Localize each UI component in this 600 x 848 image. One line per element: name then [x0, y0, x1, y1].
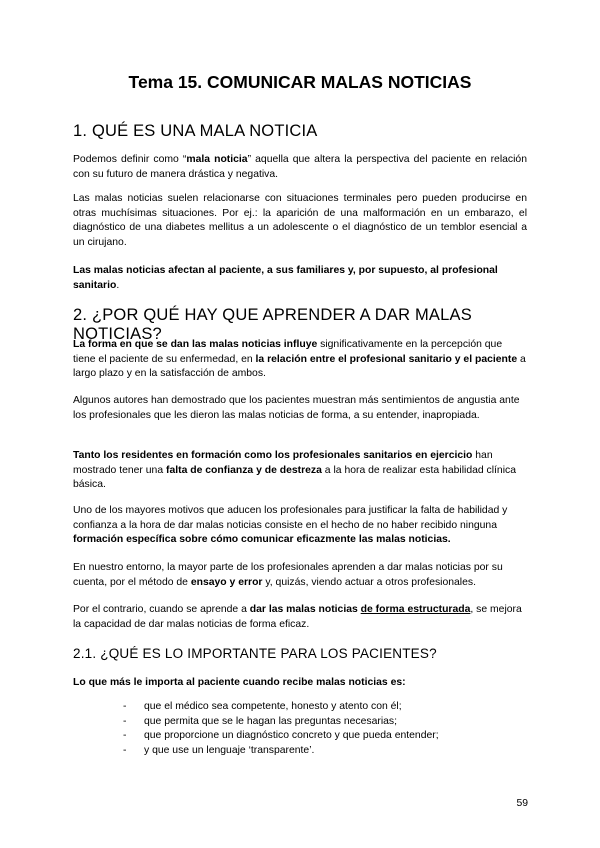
section-1-heading: 1. QUÉ ES UNA MALA NOTICIA [73, 122, 318, 140]
list-item: - que proporcione un diagnóstico concreto y que pueda entender; [123, 729, 439, 744]
s2-paragraph-6: Por el contrario, cuando se aprende a dar las malas noticias de forma estructurada, se mejora la capacidad de dar malas noticias de forma eficaz. [73, 604, 522, 630]
list-item: - que el médico sea competente, honesto y atento con él; [123, 700, 439, 715]
section-2-1-heading: 2.1. ¿QUÉ ES LO IMPORTANTE PARA LOS PACIENTES? [73, 646, 437, 661]
patient-priorities-list [123, 700, 439, 758]
list-item: - y que use un lenguaje ‘transparente’. [123, 744, 439, 759]
page-title: Tema 15. COMUNICAR MALAS NOTICIAS [128, 72, 472, 92]
s1-paragraph-1: Podemos definir como “mala noticia” aquella que altera la perspectiva del paciente en relación con su futuro de manera drástica y negativa. [73, 154, 527, 180]
s2-paragraph-2: Algunos autores han demostrado que los pacientes muestran más sentimientos de angustia ante los profesionales que les dieron las malas noticias de forma, a su entender, inapropiada. [73, 395, 520, 421]
s21-lead: Lo que más le importa al paciente cuando recibe malas noticias es: [73, 677, 406, 688]
page-number: 59 [516, 798, 528, 809]
s2-paragraph-4: Uno de los mayores motivos que aducen los profesionales para justificar la falta de habilidad y confianza a la hora de dar malas noticias consiste en el hecho de no haber recibido ninguna formación específica sobre cómo comunicar eficazmente las malas noticias. [73, 505, 508, 546]
section-2-heading: 2. ¿POR QUÉ HAY QUE APRENDER A DAR MALAS NOTICIAS? [73, 306, 472, 343]
s2-paragraph-5: En nuestro entorno, la mayor parte de los profesionales aprenden a dar malas noticias por su cuenta, por el método de ensayo y error y, quizás, viendo actuar a otros profesionales. [73, 562, 503, 588]
s1-paragraph-2: Las malas noticias suelen relacionarse con situaciones terminales pero pueden producirse en otras muchísimas situaciones. Por ej.: la aparición de una malformación en un embarazo, el diagnóstico de una diabetes mellitus a un adolescente o el diagnóstico de un temblor esencial a un cirujano. [73, 193, 527, 248]
list-item: - que permita que se le hagan las preguntas necesarias; [123, 715, 439, 730]
s2-paragraph-3: Tanto los residentes en formación como los profesionales sanitarios en ejercicio han mostrado tener una falta de confianza y de destreza a la hora de realizar esta habilidad clínica básica. [73, 450, 516, 491]
s1-paragraph-3: Las malas noticias afectan al paciente, a sus familiares y, por supuesto, al profesional sanitario. [73, 265, 498, 291]
s2-paragraph-1: La forma en que se dan las malas noticias influye significativamente en la percepción que tiene el paciente de su enfermedad, en la relación entre el profesional sanitario y el paciente a largo plazo y en la satisfacción de ambos. [73, 339, 526, 380]
